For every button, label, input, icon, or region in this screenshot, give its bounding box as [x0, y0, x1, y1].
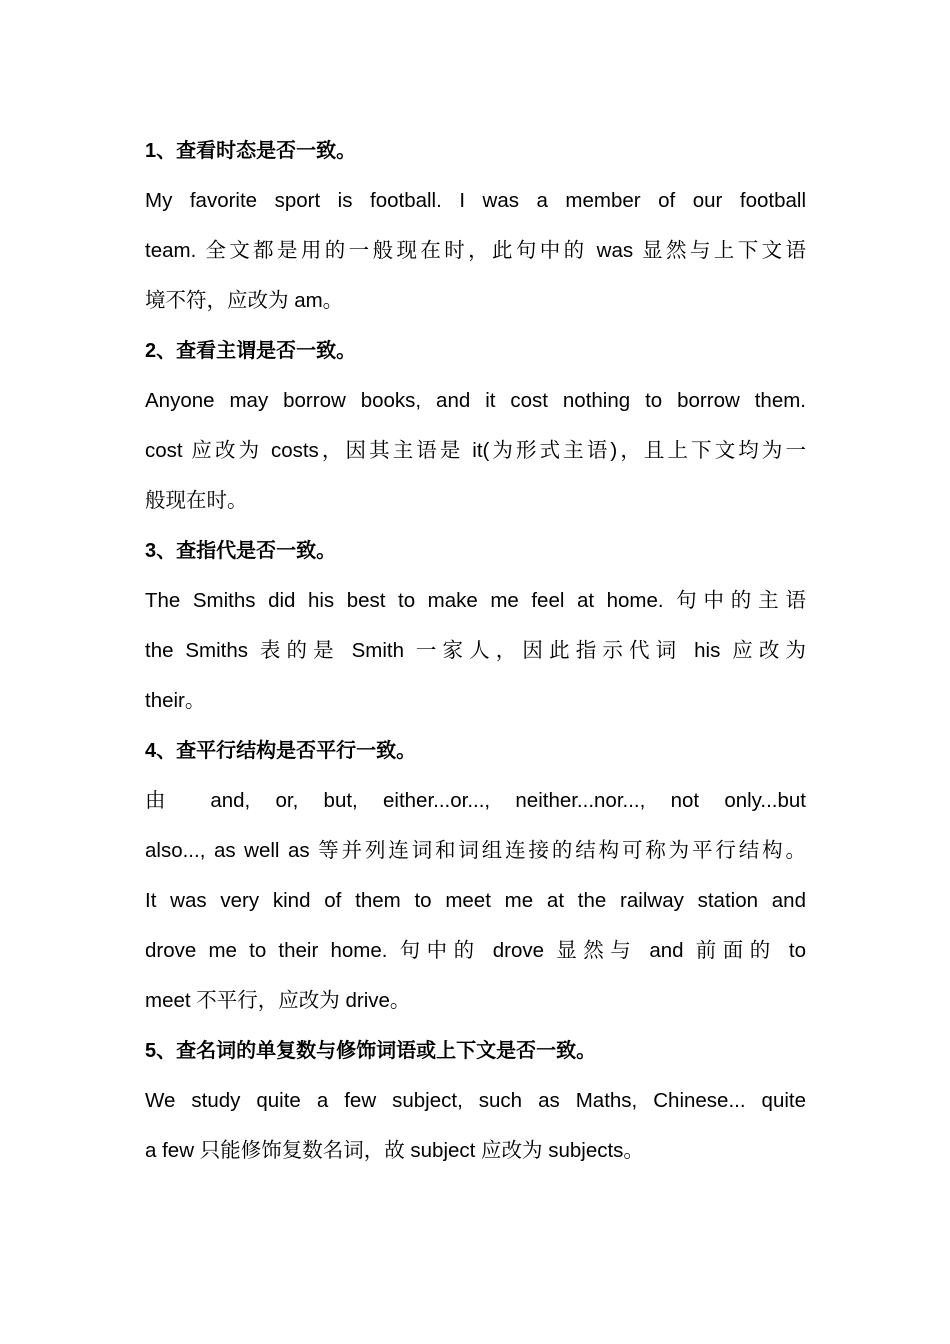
paragraph-line: 境不符，应改为 am。: [145, 289, 344, 312]
paragraph-line: a few 只能修饰复数名词，故 subject 应改为 subjects。: [145, 1139, 644, 1162]
paragraph-line: cost 应改为 costs，因其主语是 it(为形式主语)，且上下文均为一: [145, 439, 806, 462]
section-parallel-structure: [145, 726, 806, 1026]
section-heading: 5、查名词的单复数与修饰词语或上下文是否一致。: [145, 1040, 597, 1062]
paragraph-line: 般现在时。: [145, 489, 248, 512]
section-paragraph: [145, 776, 806, 1026]
paragraph-line: We study quite a few subject, such as Maths, Chinese... quite: [145, 1089, 806, 1112]
section-pronoun-reference: [145, 526, 806, 726]
section-subject-verb-agreement: [145, 326, 806, 526]
section-paragraph: [145, 576, 806, 726]
section-heading: 3、查指代是否一致。: [145, 540, 337, 562]
paragraph-line: My favorite sport is football. I was a member of our football: [145, 189, 806, 212]
paragraph-line: the Smiths 表的是 Smith 一家人，因此指示代词 his 应改为: [145, 639, 806, 662]
paragraph-line: 由 and, or, but, either...or..., neither...nor..., not only...but: [145, 789, 806, 812]
paragraph-line: their。: [145, 689, 206, 712]
paragraph-line: The Smiths did his best to make me feel at home. 句中的主语: [145, 589, 806, 612]
section-heading: 4、查平行结构是否平行一致。: [145, 740, 417, 762]
paragraph-line: drove me to their home. 句中的 drove 显然与 and 前面的 to: [145, 939, 806, 962]
paragraph-line: It was very kind of them to meet me at the railway station and: [145, 889, 806, 912]
section-heading: 2、查看主谓是否一致。: [145, 340, 357, 362]
paragraph-line: Anyone may borrow books, and it cost nothing to borrow them.: [145, 389, 806, 412]
paragraph-line: also..., as well as 等并列连词和词组连接的结构可称为平行结构。: [145, 839, 806, 862]
section-paragraph: [145, 1076, 806, 1176]
section-heading: 1、查看时态是否一致。: [145, 140, 357, 162]
section-paragraph: [145, 376, 806, 526]
paragraph-line: team. 全文都是用的一般现在时，此句中的 was 显然与上下文语: [145, 239, 806, 262]
section-tense-consistency: [145, 126, 806, 326]
document-body: [145, 126, 806, 1176]
paragraph-line: meet 不平行，应改为 drive。: [145, 989, 411, 1012]
section-noun-number-agreement: [145, 1026, 806, 1176]
section-paragraph: [145, 176, 806, 326]
